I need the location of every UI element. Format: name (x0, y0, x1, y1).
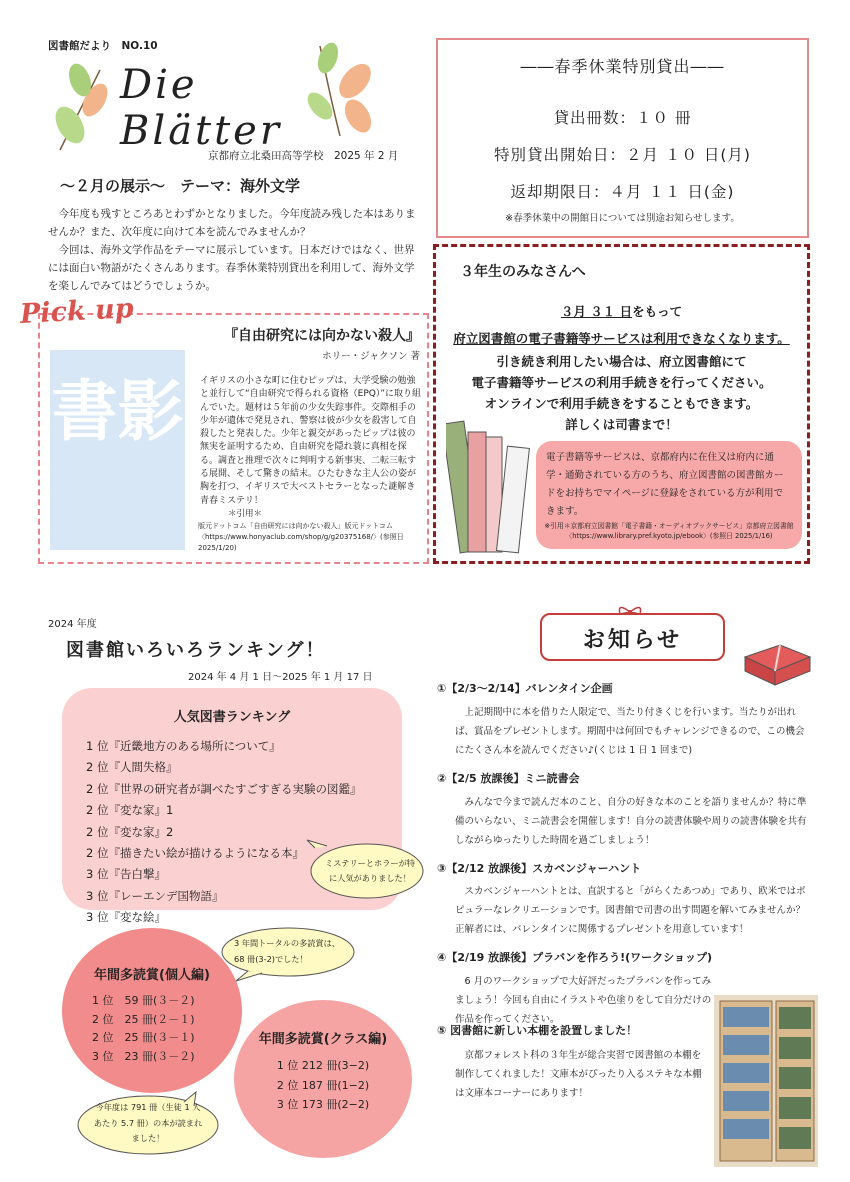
bubble-total-text: 3 年間トータルの多読賞は、68 冊(3-2)でした！ (234, 938, 341, 964)
book-cite-label: ＊引用＊ (228, 509, 263, 519)
award-item: 3 位 23 冊(３－２) (92, 1049, 195, 1063)
award-item: 3 位 173 冊(2−2) (276, 1098, 370, 1111)
individual-award-circle (62, 928, 242, 1093)
speech-bubble-total (218, 925, 358, 983)
class-award-title: 年間多読賞(クラス編) (258, 1032, 388, 1047)
popular-ranking-title: 人気図書ランキング (173, 710, 291, 725)
ranking-year: 2024 年度 (48, 619, 97, 630)
grade3-line: 府立図書館の電子書籍等サービスは利用できなくなります。 (453, 331, 790, 346)
notice-heading: ②【2/5 放課後】ミニ読書会 (437, 772, 580, 785)
gift-box-icon (740, 635, 815, 687)
award-item: 2 位 25 冊(３－１) (92, 1031, 195, 1044)
notice-text: 6 月のワークショップで大好評だったプラバンを作ってみましょう！今回も自由にイラストや色塗りをして自分だけの作品を作ってください。 (455, 976, 712, 1025)
leaf-decoration-icon (40, 50, 120, 160)
exhibit-paragraph: 今年度も残すところあとわずかとなりました。今年度読み残した本はありませんか？また、次年度に向けて本を読んでみませんか？ (48, 208, 416, 238)
book-cover-text: 書影 (51, 373, 184, 450)
award-item: 1 位 212 冊(3−2) (276, 1059, 370, 1072)
speech-bubble-year (74, 1090, 222, 1156)
ebook-info-panel (536, 441, 802, 549)
pickup-box (38, 313, 429, 564)
notice-title-tag (540, 613, 725, 661)
spring-loan-note: ※春季休業中の開館日については別途お知らせします。 (505, 213, 740, 224)
logo-text: Die Blätter (120, 62, 282, 154)
bookshelf-photo-icon (714, 995, 818, 1167)
grade3-title: ３年生のみなさんへ (460, 264, 586, 280)
book-description: イギリスの小さな町に住むピップは、大学受験の勉強と並行して“自由研究で得られる資格（EPQ）”に取り組んでいた。題材は５年前の少女失踪事件。交際相手の少年が遺体で発見され、警察は彼が少女を殺害して自殺したと発表した。少年と親交があったピップは彼の無実を証明するため、自由研究を隠れ蓑に真相を探る。調査と推理で次々に判明する新事実、二転三転する展開、そして驚きの結末。ひたむきな主人公の姿が胸を打つ、イギリスで大ベストセラーとなった謎解き青春ミステリ！ (200, 376, 422, 506)
exhibit-body (48, 205, 420, 295)
grade3-line: 詳しくは司書まで！ (565, 417, 678, 432)
exhibit-title: ～２月の展示～ テーマ：海外文学 (60, 177, 301, 195)
individual-award-list (92, 992, 195, 1066)
notice-body (455, 882, 813, 939)
grade3-date-value: ３月 ３１ 日 (560, 304, 633, 319)
grade3-date-suffix: をもって (632, 304, 683, 319)
ranking-item: 2 位『変な家』2 (86, 824, 174, 839)
ranking-item: 2 位『描きたい絵が描けるようになる本』 (86, 846, 304, 861)
ranking-item: 2 位『世界の研究者が調べたすごすぎる実験の図鑑』 (86, 781, 362, 796)
notice-heading: ③【2/12 放課後】スカベンジャーハント (437, 862, 642, 875)
issue-label: 図書館だより NO.10 (48, 40, 158, 52)
notice-text: 京都フォレスト科の３年生が総合実習で図書館の本棚を制作してくれました！文庫本がぴったり入るステキな本棚は文庫本コーナーにあります！ (455, 1050, 702, 1099)
ranking-title: 図書館いろいろランキング！ (66, 640, 326, 661)
notice-text: スカベンジャーハントとは、直訳すると「がらくたあつめ」であり、欧米ではポピュラーなレクリエーションです。図書館で司書の出す問題を解いてみませんか？正解者には、バレンタインに関係するプレゼントを用意しています！ (455, 886, 806, 935)
notice-text: みんなで今まで読んだ本のこと、自分の好きな本のことを語りませんか？特に準備のいらない、ミニ読書会を開催します！自分の読書体験や周りの読書体験を共有しながらゆったりした時間を過ごしましょう！ (455, 797, 807, 846)
speech-bubble-mystery (305, 838, 425, 900)
award-item: 2 位 187 冊(1−2) (276, 1078, 370, 1092)
notice-heading: ①【2/3～2/14】バレンタイン企画 (437, 682, 613, 695)
ranking-item: 3 位『変な絵』 (86, 910, 166, 925)
notice-body (455, 703, 813, 760)
grade3-line: 電子書籍等サービスの利用手続きを行ってください。 (471, 375, 772, 390)
ranking-item: 3 位『レーエンデ国物語』 (86, 888, 224, 903)
ebook-info-text: 電子書籍等サービスは、京都府内に在住又は府内に通学・通勤されている方のうち、府立図書館の図書館カードをお持ちでマイページに登録をされている方が利用できます。 (546, 452, 784, 517)
individual-award-title: 年間多読賞(個人編) (94, 968, 210, 983)
spring-loan-box (436, 38, 809, 238)
class-award-list (234, 1056, 412, 1115)
grade3-line: 引き続き利用したい場合は、府立図書館にて (496, 354, 747, 369)
loan-due: 返却期限日：４月 １１ 日(金) (510, 183, 735, 201)
loan-start: 特別貸出開始日：２月 １０ 日(月) (494, 146, 751, 164)
award-item: 2 位 25 冊(２－１) (92, 1012, 195, 1026)
exhibit-paragraph: 今回は、海外文学作品をテーマに展示しています。日本だけではなく、世界には面白い物語がたくさんあります。春季休業特別貸出を利用して、海外文学を楽しんでみてはどうでしょうか。 (48, 244, 415, 292)
ranking-item: 3 位『告白撃』 (86, 867, 166, 882)
newsletter-logo (120, 62, 350, 154)
grade3-line: オンラインで利用手続きをすることもできます。 (484, 396, 759, 411)
bubble-mystery-text: ミステリーとホラーが特に人気がありました！ (325, 858, 415, 883)
ranking-item: 2 位『変な家』1 (86, 803, 174, 818)
loan-count: 貸出冊数：１０ 冊 (553, 109, 692, 127)
book-title: 『自由研究には向かない殺人』 (224, 328, 420, 344)
notice-body (455, 1046, 703, 1103)
grade3-notice-box (433, 244, 810, 564)
grade3-date (436, 302, 807, 320)
class-award-circle (234, 1000, 412, 1158)
award-item: 1 位 59 冊(３－２) (92, 994, 195, 1007)
notice-title: お知らせ (582, 628, 683, 653)
school-date: 京都府立北桑田高等学校 2025 年 2 月 (208, 150, 399, 162)
ranking-period: 2024 年 4 月 1 日～2025 年 1 月 17 日 (188, 672, 373, 683)
bubble-year-text: 今年度は 791 冊（生徒 1 人あたり 5.7 冊）の本が読まれました！ (93, 1102, 203, 1143)
ranking-item: 1 位『近畿地方のある場所について』 (86, 739, 281, 753)
book-cover-placeholder (50, 350, 185, 550)
pickup-label: Pick up (19, 293, 135, 330)
notice-body (455, 793, 813, 850)
notice-text: 上記期間中に本を借りた人限定で、当たり付きくじを行います。当たりが出れば、賞品をプレゼントします。期間中は何回でもチャレンジできるので、この機会にたくさん本を読んでください♪(くじは 1 日 1 回まで) (455, 707, 805, 756)
notice-body (455, 972, 715, 1029)
notice-heading: ④【2/19 放課後】プラバンを作ろう!(ワークショップ) (437, 951, 712, 964)
ebook-info-citation: ※引用＊京都府立図書館「電子書籍・オーディオブックサービス」京都府立図書館〈https://www.library.pref.kyoto.jp/ebook〉(参照日 2025/1/16) (544, 522, 794, 540)
ranking-item: 2 位『人間失格』 (86, 760, 178, 775)
books-illustration-icon (446, 407, 536, 557)
spring-loan-title: ――春季休業特別貸出―― (520, 57, 725, 76)
book-author: ホリー・ジャクソン 著 (322, 351, 420, 362)
notice-heading: ⑤ 図書館に新しい本棚を設置しました！ (437, 1024, 638, 1037)
book-citation: 版元ドットコム「自由研究には向かない殺人」版元ドットコム〈https://www.honyaclub.com/shop/g/g20375168/〉(参照日 2025/1/20) (198, 522, 404, 552)
